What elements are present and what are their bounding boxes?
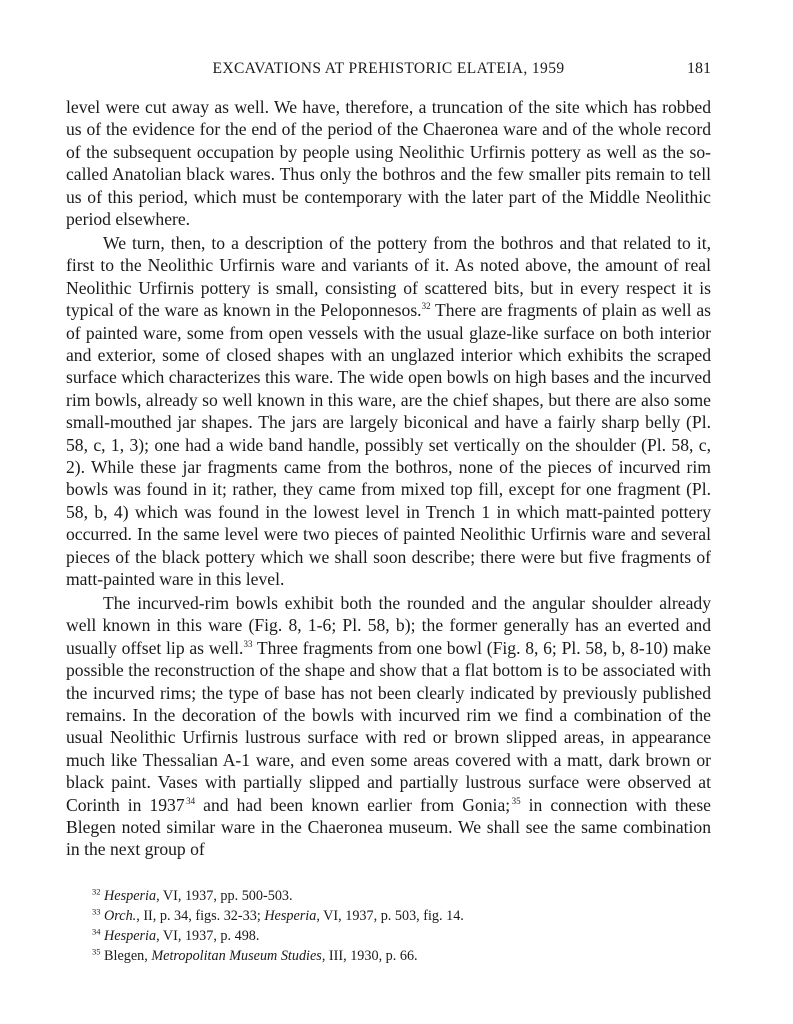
footnotes [92,886,712,966]
paragraph-text: level were cut away as well. We have, therefore, a truncation of the site which has robbed us of the evidence for the end of the period of the Chaeronea ware and of the whole record of the subsequent occupation by people using Neolithic Urfirnis pottery as well as the so-called Anatolian black wares. Thus only the bothros and the few smaller pits remain to tell us of this period, which must be contemporary with the later part of the Middle Neolithic period elsewhere. [66,97,711,230]
footnote-ref[interactable]: 34 [186,795,196,806]
footnote-number: 32 [92,886,101,897]
footnote-author: Blegen, [104,948,152,965]
paragraph-text: and had been known earlier from Gonia; [195,794,511,815]
footnote-journal: Metropolitan Museum Studies [151,948,322,965]
footnote-text: , VI, 1937, p. 498. [156,928,260,945]
paragraph-text: in connection with these Blegen noted similar ware in the Chaeronea museum. We shall see the same combination in the next group of [66,794,711,860]
paragraph-text: There are fragments of plain as well as of painted ware, some from open vessels with the usual glaze-like surface on both interior and exterior, some of closed shapes with an unglazed interior which exhibits the scraped surface which characterizes this ware. The wide open bowls on high bases and the incurved rim bowls, already so well known in this ware, are the chief shapes, but there are also some small-mouthed jar shapes. The jars are largely biconical and have a fairly sharp belly (Pl. 58, c, 1, 3); one had a wide band handle, possibly set vertically on the shoulder (Pl. 58, c, 2). While these jar fragments came from the bothros, none of the pieces of incurved rim bowls was found in it; rather, they came from mixed top fill, except for one fragment (Pl. 58, b, 4) which was found in the lowest level in Trench 1 in which matt-painted pottery occurred. In the same level were two pieces of painted Neolithic Urfirnis ware and several pieces of the black pottery which we shall soon describe; there were but five fragments of matt-painted ware in this level. [66,300,711,590]
page-number: 181 [687,60,711,77]
paragraph-text: Three fragments from one bowl (Fig. 8, 6; Pl. 58, b, 8-10) make possible the reconstruction of the shape and show that a flat bottom is to be associated with the incurved rims; the type of base has not been clearly indicated by previously published remains. In the decoration of the bowls with incurved rim we find a combination of the usual Neolithic Urfirnis lustrous surface with red or brown slipped areas, in appearance much like Thessalian A-1 ware, and even some areas covered with a matt, dark brown or black paint. Vases with partially slipped and partially lustrous surface were observed at Corinth in 1937 [66,637,711,815]
footnote-ref[interactable]: 32 [421,301,431,312]
footnote-ref[interactable]: 35 [511,795,521,806]
body-text [66,96,711,861]
footnote-34 [92,926,712,946]
footnote-32 [92,886,712,906]
footnote-journal: Hesperia [104,888,157,904]
paragraph-1 [66,96,711,230]
footnote-number: 35 [92,946,101,957]
page-header [66,60,711,84]
footnote-text: , VI, 1937, p. 503, fig. 14. [316,908,464,925]
paragraph-2 [66,232,711,591]
footnote-text: , III, 1930, p. 66. [321,948,418,965]
paragraph-3 [66,592,711,861]
footnote-journal: Hesperia [264,908,317,925]
running-title: EXCAVATIONS AT PREHISTORIC ELATEIA, 1959 [212,60,565,77]
paragraph-text: We turn, then, to a description of the pottery from the bothros and that related to it, first to the Neolithic Urfirnis ware and variants of it. As noted above, the amount of real Neolithic Urfirnis pottery is small, consisting of scattered bits, but in every respect it is typical of the ware as known in the Peloponnesos. [66,232,711,321]
footnote-text: , VI, 1937, pp. 500-503. [156,888,293,904]
footnote-ref[interactable]: 33 [243,638,253,649]
footnote-number: 34 [92,926,101,937]
footnote-journal: Hesperia [104,928,157,945]
footnote-33 [92,906,712,926]
footnote-text: , II, p. 34, figs. 32-33; [136,908,265,925]
footnote-number: 33 [92,906,101,917]
paragraph-text: The incurved-rim bowls exhibit both the rounded and the angular shoulder already well known in this ware (Fig. 8, 1-6; Pl. 58, b); the former generally has an everted and usually offset lip as well. [66,592,711,658]
footnote-35 [92,946,712,966]
footnote-journal: Orch. [104,908,137,925]
